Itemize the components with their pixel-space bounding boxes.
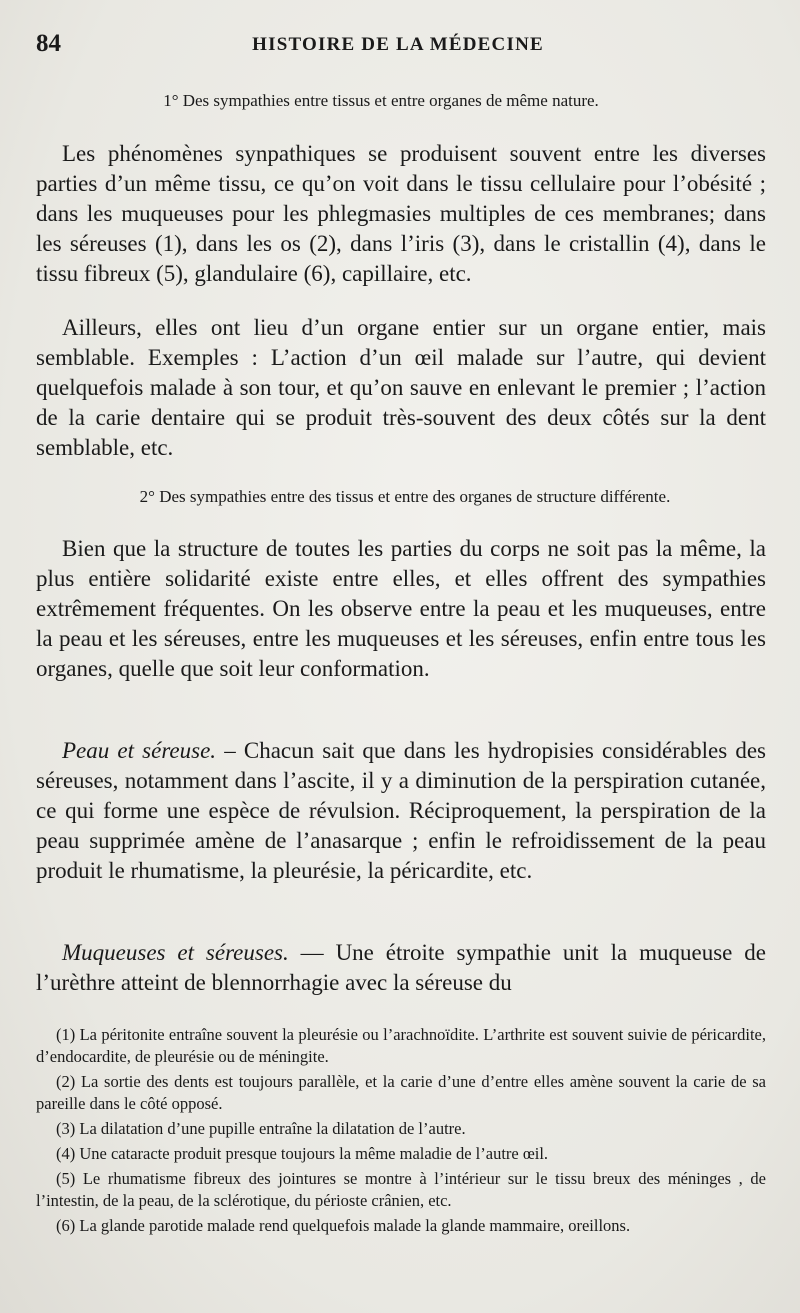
paragraph-4 xyxy=(36,736,766,886)
footnote-5: (5) Le rhumatisme fibreux des jointures se montre à l’intérieur sur le tissu breux des méninges , de l’intestin, de la peau, de la sclérotique, du périoste crânien, etc. xyxy=(36,1169,766,1210)
paragraph-2-text: Ailleurs, elles ont lieu d’un organe entier sur un organe entier, mais semblable. Exemples : L’action d’un œil malade sur l’autre, qui devient quelquefois malade à son tour, et qu’on sauve en enlevant le premier ; l’action de la carie dentaire qui se produit très-souvent des deux côtés sur la dent semblable, etc. xyxy=(36,315,766,460)
running-head: HISTOIRE DE LA MÉDECINE xyxy=(252,34,544,55)
section-heading-2: 2° Des sympathies entre des tissus et entre des organes de structure différente. xyxy=(139,487,671,506)
footnote-4: (4) Une cataracte produit presque toujours la même maladie de l’autre œil. xyxy=(56,1144,549,1163)
paragraph-4-lead: Peau et séreuse. xyxy=(62,738,217,763)
footnote-3: (3) La dilatation d’une pupille entraîne la dilatation de l’autre. xyxy=(56,1119,466,1138)
footnote-1: (1) La péritonite entraîne souvent la pleurésie ou l’arachnoïdite. L’arthrite est souvent suivie de péricardite, d’endocardite, de pleurésie ou de méningite. xyxy=(36,1025,766,1066)
paragraph-5-lead: Muqueuses et séreuses. xyxy=(62,940,289,965)
paragraph-5-text: — Une étroite sympathie unit la muqueuse de l’urèthre atteint de blennorrhagie avec la séreuse du xyxy=(36,940,766,995)
section-heading-1: 1° Des sympathies entre tissus et entre organes de même nature. xyxy=(163,91,599,110)
paragraph-5 xyxy=(36,938,766,998)
paragraph-2 xyxy=(36,313,766,463)
footnote-6: (6) La glande parotide malade rend quelquefois malade la glande mammaire, oreillons. xyxy=(56,1216,631,1235)
page-header xyxy=(36,30,760,60)
footnote-2: (2) La sortie des dents est toujours parallèle, et la carie d’une d’entre elles amène souvent la carie de sa pareille dans le côté opposé. xyxy=(36,1072,766,1113)
paragraph-1 xyxy=(36,139,766,289)
paragraph-3 xyxy=(36,534,766,684)
paragraph-4-text: – Chacun sait que dans les hydropisies considérables des séreuses, notamment dans l’ascite, il y a diminution de la perspiration cutanée, ce qui forme une espèce de révulsion. Réciproquement, la perspiration de la peau supprimée amène de l’anasarque ; enfin le refroidissement de la peau produit le rhumatisme, la pleurésie, la péricardite, etc. xyxy=(36,738,767,883)
footnotes xyxy=(36,1024,766,1240)
page-number: 84 xyxy=(36,30,61,57)
paragraph-3-text: Bien que la structure de toutes les parties du corps ne soit pas la même, la plus entière solidarité existe entre elles, et elles offrent des sympathies extrêmement fréquentes. On les observe entre la peau et les muqueuses, entre la peau et les séreuses, entre les muqueuses et les séreuses, enfin entre tous les organes, quelle que soit leur conformation. xyxy=(36,536,766,681)
paragraph-1-text: Les phénomènes synpathiques se produisent souvent entre les diverses parties d’un même tissu, ce qu’on voit dans le tissu cellulaire pour l’obésité ; dans les muqueuses pour les phlegmasies multiples de ces membranes; dans les séreuses (1), dans les os (2), dans l’iris (3), dans le cristallin (4), dans le tissu fibreux (5), glandulaire (6), capillaire, etc. xyxy=(36,141,766,286)
